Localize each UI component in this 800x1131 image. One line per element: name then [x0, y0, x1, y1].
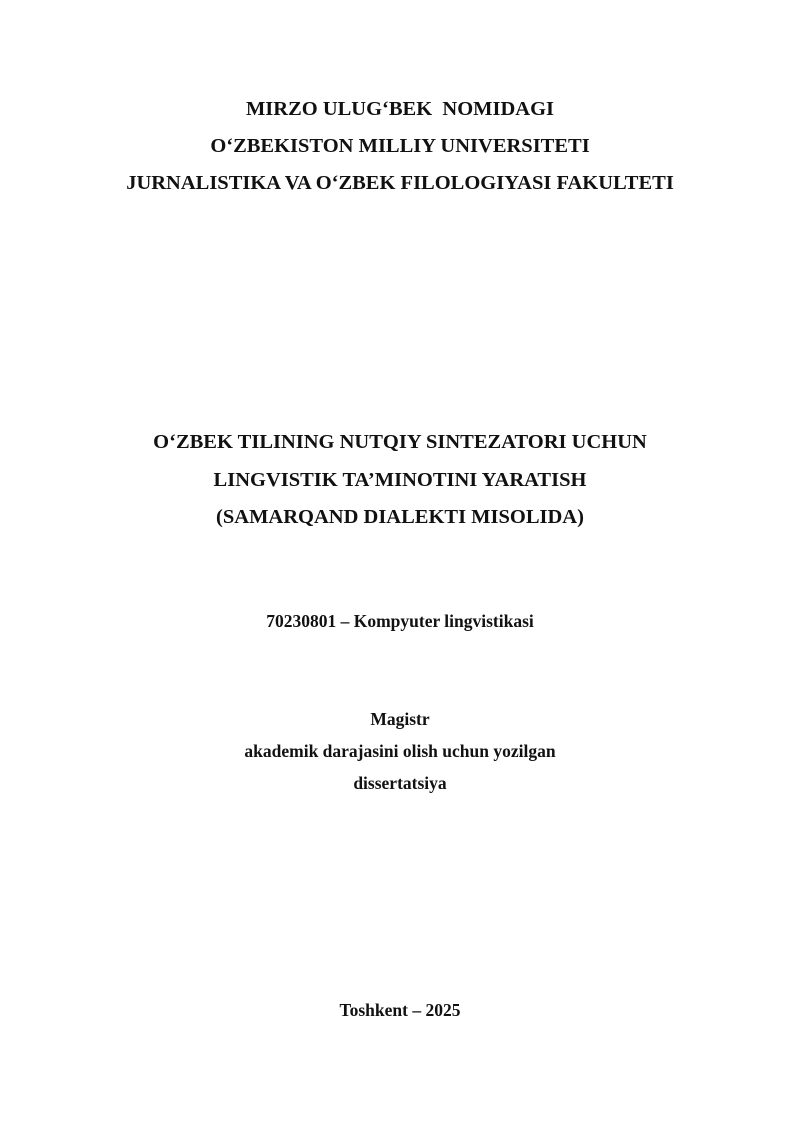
title-line-2: LINGVISTIK TA’MINOTINI YARATISH — [213, 469, 587, 491]
title-line-1: O‘ZBEK TILINING NUTQIY SINTEZATORI UCHUN — [153, 431, 647, 453]
degree-line-2: akademik darajasini olish uchun yozilgan — [244, 741, 556, 761]
header-line-1: MIRZO ULUG‘BEK NOMIDAGI — [245, 98, 555, 120]
degree-line-1: Magistr — [370, 709, 430, 729]
title-line-3: (SAMARQAND DIALEKTI MISOLIDA) — [216, 506, 584, 528]
header-line-3: JURNALISTIKA VA O‘ZBEK FILOLOGIYASI FAKULTETI — [126, 172, 674, 194]
header-line-2: O‘ZBEKISTON MILLIY UNIVERSITETI — [210, 135, 590, 157]
specialty-code: 70230801 – Kompyuter lingvistikasi — [266, 611, 534, 631]
city-year: Toshkent – 2025 — [339, 1000, 461, 1020]
degree-line-3: dissertatsiya — [353, 773, 447, 793]
